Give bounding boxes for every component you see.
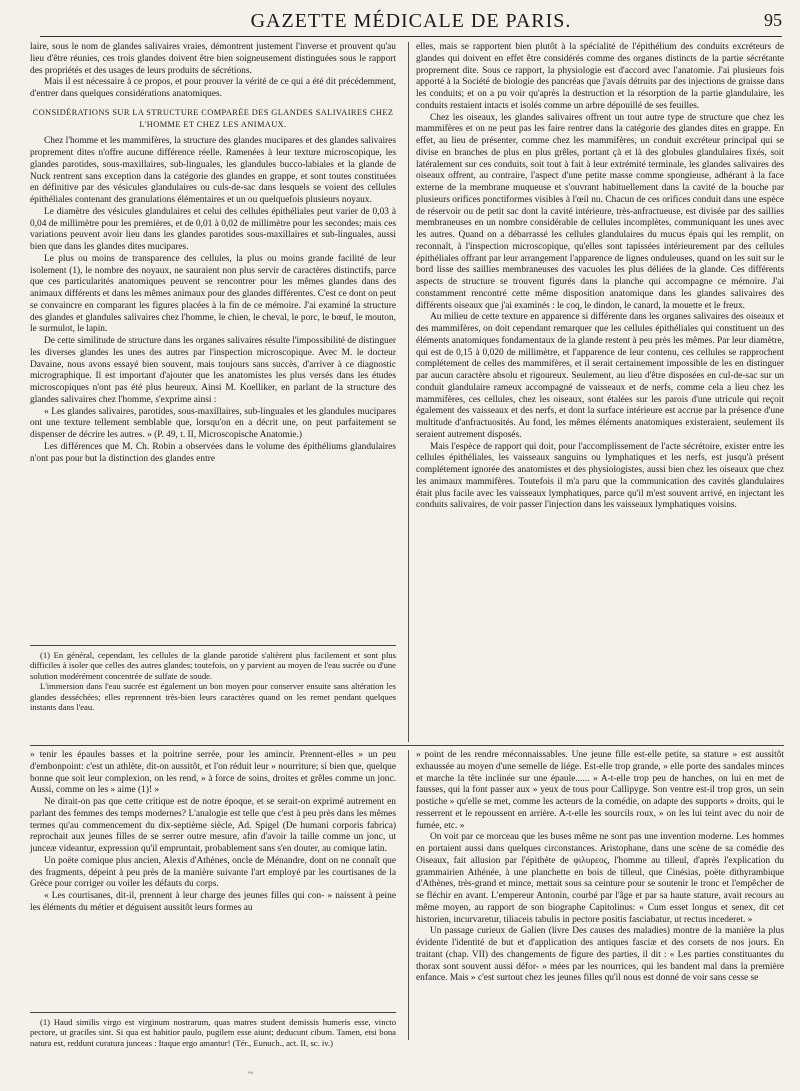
footnote-rule [30,645,396,646]
paragraph: Le diamètre des vésicules glandulaires et celui des cellules épithéliales peut varier de 0,03 à 0,04 de millimètre pour les premières, et de 0,01 à 0,02 de millimètre pour les secondes; mais ces variations peuvent avoir lieu dans les glandes parotides sous-maxillaires et sub-linguales, aussi bien que dans les glandes dites mucipares. [30,206,396,252]
upper-left-column [30,42,396,465]
paragraph: Ne dirait-on pas que cette critique est de notre époque, et se serait-on exprimé autrement en parlant des femmes des temps modernes? L'analogie est telle que c'est à peu près dans les mêmes termes qu'au commencement du dix-septième siècle, Ad. Spigel (De humani corporis fabrica) reprochait aux jeunes filles de se serrer outre mesure, afin d'avoir la taille comme un jonc, ut junceæ videantur, expression qu'il empruntait, probablement sans s'en douter, au comique latin. [30,797,396,854]
lower-left-column [30,750,396,915]
column-divider [408,750,409,1040]
section-heading: CONSIDÉRATIONS SUR LA STRUCTURE COMPARÉE DES GLANDES SALIVAIRES CHEZ L'HOMME ET CHEZ LES ANIMAUX. [32,107,394,129]
page-number: 95 [764,10,782,30]
page-header [40,8,782,37]
quotation: « Les glandes salivaires, parotides, sous-maxillaires, sub-linguales et les glandules mucipares ont une texture tellement semblable que, lorsqu'on en a décrit une, on peut parfaitement se dispenser de décrire les autres. » (P. 49, t. II, Microscopische Anatomie.) [30,406,396,440]
paragraph: Le plus ou moins de transparence des cellules, la plus ou moins grande facilité de leur isolement (1), le nombre des noyaux, ne sauraient non plus servir de caractères distinctifs, parce que ces particularités anatomiques peuvent se rencontrer pour les mêmes glandes dans des animaux différents et dans les mêmes animaux pour des glandes différentes. C'est ce dont on peut se convaincre en comparant les figures placées à la fin de ce mémoire. J'ai examiné la structure des glandes et glandules salivaires chez l'homme, le chien, le cheval, le porc, le bœuf, le mouton, le surmulot, le lapin. [30,253,396,335]
paragraph: laire, sous le nom de glandes salivaires vraies, démontrent justement l'inverse et prouvent qu'au lieu d'être réunies, ces trois glandes doivent être bien soigneusement distinguées sous le rapport des propriétés et des usages de leurs produits de sécrétions. [30,42,396,76]
journal-title: GAZETTE MÉDICALE DE PARIS. [250,10,572,32]
upper-right-column [416,42,784,512]
paragraph: Mais il est nécessaire à ce propos, et pour prouver la vérité de ce qui a été dit précédemment, d'entrer dans quelques considérations anatomiques. [30,77,396,99]
paragraph: Chez l'homme et les mammifères, la structure des glandes mucipares et des glandes salivaires proprement dites n'offre aucune différence réelle. Ramenées à leur texture microscopique, les glandes parotides, sous-maxillaires, sub-linguales, les glandules bucco-labiales et la glande de Nuck rentrent sans exception dans la catégorie des glandes en grappe, et sont toutes constituées en définitive par des vésicules glandulaires ou culs-de-sac dans lesquels se voient des cellules épithéliales contenant des granulations élémentaires et un ou quelquefois plusieurs noyaux. [30,136,396,205]
footnote: (1) En général, cependant, les cellules de la glande parotide s'altèrent plus facilement et sont plus difficiles à isoler que celles des autres glandes; toutefois, on y parvient au moyen de l'eau sucrée ou d'une solution modérément concentrée de sulfate de soude. [30,650,396,681]
paragraph: Chez les oiseaux, les glandes salivaires offrent un tout autre type de structure que chez les mammifères et on ne peut pas les faire rentrer dans la catégorie des glandes dites en grappe. En effet, au lieu de présenter, comme chez les mammifères, un conduit excréteur principal qui se divise en branches de plus en plus grêles, portant çà et là des globules glandulaires fixés, soit latéralement sur ces conduits, soit tout à fait à leur extrémité terminale, les glandes salivaires des oiseaux offrent, au contraire, l'aspect d'une petite masse comme spongieuse, adhérant à la face externe de la membrane muqueuse et s'ouvrant habituellement dans la cavité de la bouche par plusieurs orifices ponctiformes visibles à l'œil nu. Chacun de ces orifices conduit dans une espèce de réservoir ou de petit sac dont la cavité intérieure, très-anfractueuse, est divisée par des saillies membraneuses en un nombre considérable de cellules incomplètes, communiquant les unes avec les autres. Quand on a débarrassé les cellules glandulaires du mucus épais qui les remplit, on reconnaît, à l'inspection microscopique, qu'elles sont tapissées intérieurement par des cellules épithéliales offrant par leur arrangement l'apparence de lignes onduleuses, quand on les suit sur le bord lisse des saillies membraneuses des vacuoles les plus déliées de la glande. Ces différents aspects de structure se trouvent figurés dans la planche qui accompagne ce mémoire. J'ai constamment rencontré cette même disposition anatomique dans les glandes salivaires des différents oiseaux que j'ai examinés : le coq, le dindon, le canard, la mouette et le freux. [416,112,784,311]
column-divider [408,42,409,742]
paragraph: De cette similitude de structure dans les organes salivaires résulte l'impossibilité de distinguer les diverses glandes les unes des autres par l'inspection microscopique. Avec M. le docteur Davaine, nous avons essayé bien souvent, mais toujours sans succès, d'arriver à ce diagnostic micrographique. Il est important d'ajouter que les anatomistes les plus versés dans les études microscopiques n'ont pas été plus heureux. Ainsi M. Koelliker, en parlant de la structure des glandes salivaires chez l'homme, s'exprime ainsi : [30,336,396,405]
paragraph: Un passage curieux de Galien (livre Des causes des maladies) montre de la manière la plus évidente l'identité de but et d'application des antiques fasciæ et des corsets de nos jours. En traitant (chap. VII) des changements de figure des parties, il dit : « Les parties constituantes du thorax sont souvent aussi défor- » mées par les nourrices, qui les bandent mal dans la première enfance. Mais » c'est surtout chez les jeunes filles qu'il nous est donné de voir sans cesse se [416,926,784,984]
quotation: « Les courtisanes, dit-il, prennent à leur charge des jeunes filles qui con- » naissent à peine les éléments du métier et déguisent aussitôt leurs formes au [30,891,396,913]
footnote-rule [30,1012,396,1013]
section-rule [30,745,784,746]
paragraph: elles, mais se rapportent bien plutôt à la spécialité de l'épithélium des conduits excréteurs de glandes qui doivent en effet être considérés comme des organes distincts de la partie sécrétante proprement dite. Sous ce rapport, la physiologie est d'accord avec l'anatomie. J'ai plusieurs fois apporté à la Société de biologie des pancréas que j'avais détruits par des injections de graisse dans les conduits; et on a pu voir qu'après la destruction et la résorption de la partie glandulaire, les conduits restaient intacts et isolés comme un arbre dépouillé de ses feuilles. [416,42,784,111]
paragraph: Un poëte comique plus ancien, Alexis d'Athènes, oncle de Ménandre, dont on ne connaît que des fragments, dépeint à peu près de la manière suivante l'art employé par les courtisanes de la Grèce pour corriger ou voiler les défauts du corps. [30,855,396,890]
lower-left-footnote [30,1017,396,1048]
paragraph: Mais l'espèce de rapport qui doit, pour l'accomplissement de l'acte sécrétoire, exister entre les cellules épithéliales, les vaisseaux sanguins ou lymphatiques et les nerfs, est jusqu'à présent complétement ignorée des anatomistes et des physiologistes, aussi bien chez les oiseaux que chez les animaux mammifères. Toutefois il m'a paru que la communication des cavités glandulaires était plus facile avec les vaisseaux lymphatiques, parce qu'il m'est souvent arrivé, en injectant les conduits salivaires, de voir passer l'injection dans les vaisseaux lymphatiques voisins. [416,441,784,511]
upper-left-footnotes [30,650,396,712]
paragraph: On voit par ce morceau que les buses même ne sont pas une invention moderne. Les hommes en portaient aussi dans quelques circonstances. Aristophane, dans une scène de sa comédie des Oiseaux, fait allusion par l'épithète de φιλυρεος, l'homme au tilleul, d'après l'explication du grammairien Athénée, à une planchette en bois de tilleul, que Cinésias, poëte dithyrambique d'Athènes, très-grand et mince, mettait sous sa ceinture pour se soutenir le tronc et l'empêcher de se fléchir en avant. L'empereur Antonin, courbé par l'âge et par sa haute stature, avait recours au même moyen, au rapport de son biographe Capitolinus: « Cum esset longus et senex, dit cet historien, incurvaretur, tiliaceis tabulis in pectore positis fasciabatur, ut rectus incederet. » [416,832,784,925]
footnote: L'immersion dans l'eau sucrée est également un bon moyen pour conserver ensuite sans altération les glandes desséchées; elles reprennent très-bien leurs caractères quand on les remet pendant quelques instants dans l'eau. [30,681,396,713]
paragraph: Les différences que M. Ch. Robin a observées dans le volume des épithéliums glandulaires n'ont pas pour but la distinction des glandes entre [30,441,396,464]
lower-right-column [416,750,784,985]
paragraph: » tenir les épaules basses et la poitrine serrée, pour les amincir. Prennent-elles » un peu d'embonpoint: c'est un athlète, dit-on aussitôt, et l'on réduit leur » nourriture; si bien que, quelque bonne que soit leur complexion, on les rend, » à force de soins, droites et grêles comme un jonc. Aussi, comme on les » aime (1)! » [30,750,396,796]
printer-ornament: ~ [248,1068,254,1079]
footnote: (1) Haud similis virgo est virginum nostrarum, quas matres student demissis humeris esse, vincto pectore, ut graciles sint. Si qua est habitior paulo, pugilem esse aiunt; deducunt cibum. Tamen, etsi bona natura est, reddunt curatura junceas : Itaque ergo amantur! (Tér., Eunuch., act. II, sc. iv.) [30,1017,396,1048]
paragraph: Au milieu de cette texture en apparence si différente dans les organes salivaires des oiseaux et des mammifères, on doit cependant remarquer que les cellules épithéliales qui constituent un des éléments anatomiques fondamentaux de la glande restent à peu près les mêmes. Par leur diamètre, qui est de 0,15 à 0,020 de millimètre, et l'apparence de leur contenu, ces cellules se rapprochent complétement de celles des mammifères, et il serait certainement impossible de les en distinguer par aucun caractère absolu et rigoureux. Seulement, au lieu d'être disposées en cul-de-sac sur un conduit glandulaire rameux accompagné de vaisseaux et de nerfs, comme cela a lieu chez les mammifères, ces cellules, chez les oiseaux, sont étalées sur les parois d'une utricule qui reçoit également des vaisseaux et des nerfs, et dont la surface intérieure est accrue par la présence d'une multitude d'anfractuosités. Au fond, les mêmes éléments anatomiques existeraient, seulement ils seraient autrement disposés. [416,312,784,440]
paragraph: » point de les rendre méconnaissables. Une jeune fille est-elle petite, sa stature » est aussitôt exhaussée au moyen d'une semelle de liége. Est-elle trop grande, » elle porte des sandales minces et marche la tête inclinée sur une épaule...... » A-t-elle trop peu de hanches, on lui en met de fausses, qui la font passer aux » yeux de tous pour Callipyge. Son ventre est-il trop gros, un sein postiche » qu'elle se met, comme les acteurs de la comédie, on adapte des supports » droits, qui le resserrent et le repoussent en arrière. A-t-elle les sourcils roux, » on les lui teint avec du noir de fumée, etc. » [416,750,784,831]
